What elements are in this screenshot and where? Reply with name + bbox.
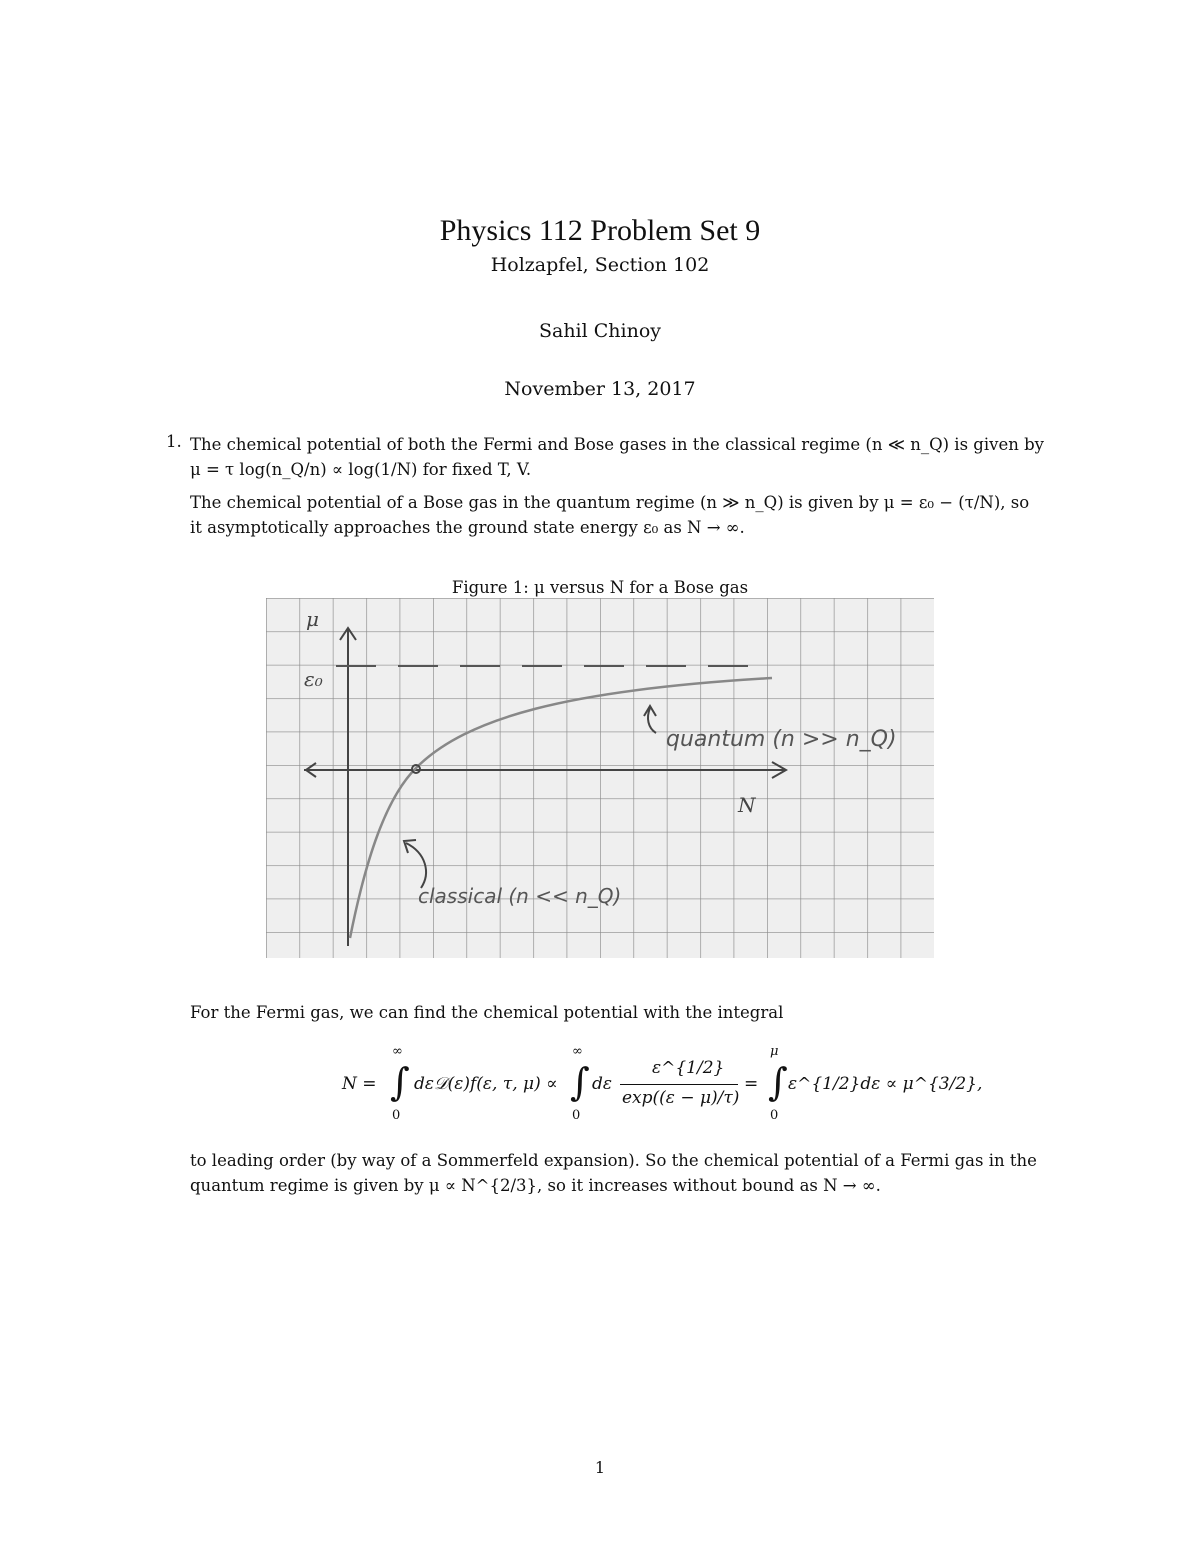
problem1-para1-line2: μ = τ log(n_Q/n) ∝ log(1/N) for fixed T, V. (190, 460, 532, 479)
integral-sign-2: ∫ (570, 1060, 590, 1104)
integral-upper-3: μ (770, 1044, 779, 1059)
eq-frac-num: ε^{1/2} (652, 1058, 725, 1078)
x-axis-label: N (738, 793, 756, 817)
author-name: Sahil Chinoy (538, 320, 662, 342)
problem1-para2-line2: it asymptotically approaches the ground state energy ε₀ as N → ∞. (190, 518, 745, 537)
eq-frac-den: exp((ε − μ)/τ) (622, 1088, 740, 1108)
problem1-para1-line1: The chemical potential of both the Fermi and Bose gases in the classical regime (n ≪ n_Q) is given by (190, 435, 1044, 454)
fermi-equation (330, 1040, 983, 1130)
integral-lower-2: 0 (572, 1108, 581, 1123)
quantum-label: quantum (n >> n_Q) (666, 727, 897, 752)
page-subtitle: Holzapfel, Section 102 (490, 254, 710, 276)
integral-sign-3: ∫ (768, 1060, 788, 1104)
eq-lhs: N = (342, 1074, 377, 1094)
eq-equals: = (744, 1074, 759, 1094)
problem1-para2-line1: The chemical potential of a Bose gas in the quantum regime (n ≫ n_Q) is given by μ = ε₀ − (τ/N), so (190, 493, 1030, 512)
eq-term2-prefix: dε (592, 1074, 613, 1094)
fraction-bar (620, 1084, 738, 1085)
epsilon-label: ε₀ (304, 667, 323, 691)
fermi-after-line1: to leading order (by way of a Sommerfeld expansion). So the chemical potential of a Fermi gas in the (190, 1151, 1037, 1170)
page-number: 1 (594, 1458, 606, 1477)
page-title: Physics 112 Problem Set 9 (439, 214, 761, 247)
integral-lower-1: 0 (392, 1108, 401, 1123)
integral-sign-1: ∫ (390, 1060, 410, 1104)
date-text: November 13, 2017 (504, 378, 696, 400)
eq-term3: ε^{1/2}dε ∝ μ^{3/2}, (788, 1074, 983, 1094)
fermi-after-line2: quantum regime is given by μ ∝ N^{2/3}, so it increases without bound as N → ∞. (190, 1176, 881, 1195)
eq-term1: dε𝒟(ε)f(ε, τ, μ) ∝ (414, 1074, 558, 1094)
classical-label: classical (n << n_Q) (418, 884, 622, 908)
fermi-intro: For the Fermi gas, we can find the chemical potential with the integral (190, 1003, 784, 1022)
integral-lower-3: 0 (770, 1108, 779, 1123)
hand-drawn-figure (266, 598, 934, 958)
problem-number: 1. (166, 432, 182, 451)
y-axis-label: μ (306, 607, 319, 631)
figure-caption: Figure 1: μ versus N for a Bose gas (451, 578, 749, 597)
integral-upper-2: ∞ (572, 1044, 583, 1059)
integral-upper-1: ∞ (392, 1044, 403, 1059)
